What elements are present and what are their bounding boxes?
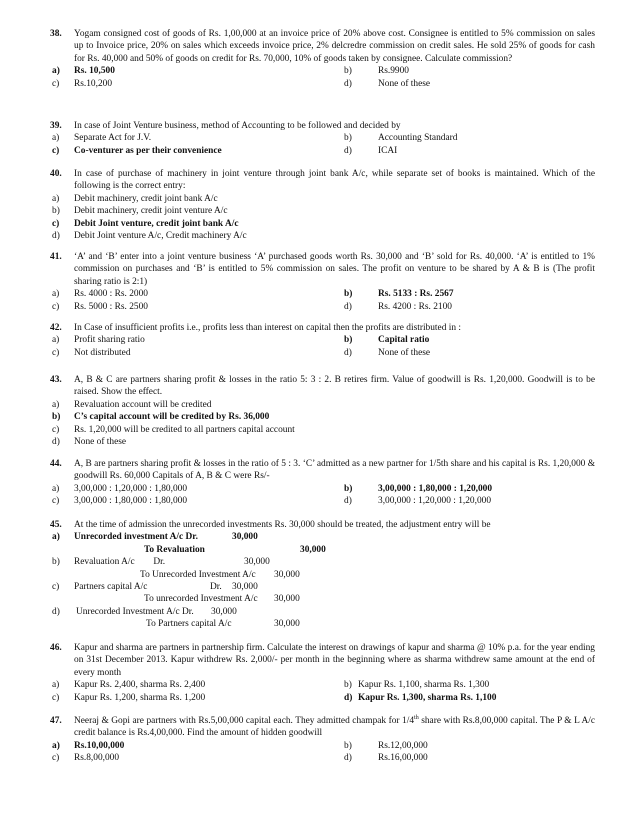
option-label: d) [344, 347, 352, 358]
question-text: In case of Joint Venture business, method of Accounting to be followed and decided by [74, 121, 401, 131]
option-text: None of these [74, 436, 127, 447]
option-label: d) [344, 753, 352, 764]
option-text: Rs. 5133 : Rs. 2567 [378, 289, 454, 300]
option-row [50, 740, 595, 752]
option-label: d) [344, 496, 352, 507]
option-text: Kapur Rs. 1,300, sharma Rs. 1,100 [358, 692, 497, 703]
option-text: Debit machinery, credit joint venture A/c [74, 206, 228, 217]
journal-entry-debit [50, 531, 595, 543]
option-text: Co-venturer as per their convenience [74, 145, 222, 156]
option-text: Debit Joint venture, credit joint bank A/c [74, 218, 239, 229]
option-text: Rs. 4000 : Rs. 2000 [74, 289, 148, 300]
option-row [50, 205, 595, 217]
question-45 [50, 519, 595, 631]
credit-amount: 30,000 [274, 569, 300, 580]
option-label: a) [52, 532, 60, 543]
debit-marker: Dr. [210, 581, 222, 592]
option-text: Debit machinery, credit joint bank A/c [74, 193, 218, 204]
question-42 [50, 322, 595, 359]
option-row [50, 411, 595, 423]
option-row [50, 218, 595, 230]
question-41 [50, 251, 595, 313]
option-row [50, 145, 595, 157]
option-text: Kapur Rs. 1,100, sharma Rs. 1,300 [358, 680, 490, 691]
option-text: Rs.10,200 [74, 78, 113, 89]
option-text: Rs.12,00,000 [378, 740, 428, 751]
question-46 [50, 642, 595, 704]
option-text: Rs.8,00,000 [74, 753, 120, 764]
question-text: share with Rs.8,00,000 capital. The P & L A/c credit balance is Rs.4,00,000. Find the amount of hidden goodwill [74, 716, 595, 739]
option-label: c) [52, 78, 60, 89]
option-row [50, 436, 595, 448]
option-label: a) [52, 740, 60, 751]
option-row [50, 193, 595, 205]
option-row [50, 424, 595, 436]
option-text: Rs.16,00,000 [378, 753, 428, 764]
question-text: In Case of insufficient profits i.e., profits less than interest on capital then the profits are distributed in : [74, 323, 461, 333]
option-text: Debit Joint venture A/c, Credit machinery A/c [74, 230, 247, 241]
option-text: Rs.10,00,000 [74, 740, 125, 751]
option-row [50, 692, 595, 704]
option-label: c) [52, 753, 60, 764]
question-number: 44. [50, 459, 62, 469]
option-text: 3,00,000 : 1,20,000 : 1,20,000 [378, 496, 492, 507]
question-44 [50, 458, 595, 508]
option-row [50, 230, 595, 242]
credit-entry: To unrecorded Investment A/c [144, 594, 258, 605]
option-text: Rs.9900 [378, 66, 409, 77]
question-number: 45. [50, 520, 62, 530]
option-text: Rs. 10,500 [74, 66, 115, 77]
option-text: Separate Act for J.V. [74, 133, 152, 144]
debit-entry: Revaluation A/c Dr. [74, 557, 166, 568]
option-row [50, 78, 595, 90]
option-row [50, 301, 595, 313]
option-label: d) [52, 230, 60, 241]
option-label: d) [344, 692, 353, 703]
debit-entry: Unrecorded investment A/c Dr. [74, 532, 198, 543]
journal-entry-debit [50, 581, 595, 593]
option-label: b) [344, 66, 352, 77]
option-label: c) [52, 424, 60, 435]
question-number: 42. [50, 323, 62, 333]
option-label: c) [52, 496, 60, 507]
option-row [50, 132, 595, 144]
journal-entry-debit [50, 606, 595, 618]
credit-amount: 30,000 [300, 544, 326, 555]
option-label: b) [344, 483, 353, 494]
option-row [50, 288, 595, 300]
option-label: c) [52, 347, 60, 358]
option-row [50, 483, 595, 495]
journal-entry-credit [50, 593, 595, 605]
option-label: b) [52, 557, 60, 568]
credit-amount: 30,000 [274, 619, 300, 630]
question-text: In case of purchase of machinery in joint venture through joint bank A/c, while separate set of books is maintained. Which of the following is the correct entry: [74, 169, 595, 192]
option-label: a) [52, 289, 60, 300]
option-text: Accounting Standard [378, 133, 458, 144]
debit-amount: 30,000 [244, 557, 270, 568]
question-text: ‘A’ and ‘B’ enter into a joint venture business ‘A’ purchased goods worth Rs. 30,000 and ‘B’ sold for Rs. 40,000. ‘A’ is entitled to 1% commission on purchases and ‘B’ is entitled to 5% commission on sales. The profit on venture to be shared by A & B is (The profit sharing ratio is 2:1) [74, 252, 595, 287]
option-text: Profit sharing ratio [74, 335, 145, 346]
option-label: c) [52, 218, 60, 229]
option-label: d) [52, 436, 60, 447]
question-number: 43. [50, 375, 62, 385]
credit-entry: To Partners capital A/c [146, 619, 232, 630]
debit-entry: Unrecorded Investment A/c Dr. [76, 606, 194, 617]
journal-entry-credit [50, 544, 595, 556]
option-label: d) [344, 78, 352, 89]
question-43 [50, 374, 595, 448]
option-text: None of these [378, 347, 431, 358]
option-label: a) [52, 133, 60, 144]
credit-entry: To Revaluation [144, 544, 205, 555]
option-row [50, 495, 595, 507]
question-text: A, B & C are partners sharing profit & losses in the ratio 5: 3 : 2. B retires firm. Value of goodwill is Rs. 1,20,000. Goodwill is to be raised. Show the effect. [74, 375, 595, 398]
option-label: a) [52, 335, 60, 346]
question-38 [50, 28, 595, 90]
journal-entry-debit [50, 556, 595, 568]
question-number: 46. [50, 643, 62, 653]
option-label: b) [52, 206, 60, 217]
option-text: ICAI [378, 145, 398, 156]
option-label: a) [52, 66, 60, 77]
question-39 [50, 120, 595, 157]
option-label: c) [52, 692, 60, 703]
option-text: Rs. 5000 : Rs. 2500 [74, 301, 148, 312]
option-label: a) [52, 193, 60, 204]
credit-entry: To Unrecorded Investment A/c [140, 569, 256, 580]
option-label: d) [344, 145, 352, 156]
option-text: Kapur Rs. 1,200, sharma Rs. 1,200 [74, 692, 206, 703]
question-number: 47. [50, 716, 62, 726]
option-label: a) [52, 483, 60, 494]
option-label: b) [344, 289, 353, 300]
question-text: At the time of admission the unrecorded investments Rs. 30,000 should be treated, the adjustment entry will be [74, 520, 491, 530]
option-text: Not distributed [74, 347, 131, 358]
option-label: b) [344, 740, 352, 751]
option-row [50, 347, 595, 359]
journal-entry-credit [50, 569, 595, 581]
option-label: a) [52, 399, 60, 410]
option-text: None of these [378, 78, 431, 89]
question-number: 41. [50, 252, 62, 262]
superscript: th [414, 714, 419, 721]
option-text: Capital ratio [378, 335, 430, 346]
option-text: Rs. 1,20,000 will be credited to all partners capital account [74, 424, 295, 435]
option-text: Revaluation account will be credited [74, 399, 212, 410]
question-number: 38. [50, 29, 62, 39]
option-text: 3,00,000 : 1,80,000 : 1,80,000 [74, 496, 188, 507]
option-label: c) [52, 301, 60, 312]
option-label: c) [52, 581, 60, 592]
option-text: Rs. 4200 : Rs. 2100 [378, 301, 452, 312]
debit-amount: 30,000 [211, 606, 237, 617]
question-text: Neeraj & Gopi are partners with Rs.5,00,000 capital each. They admitted champak for 1/4 [74, 716, 415, 726]
option-label: d) [52, 606, 60, 617]
journal-entry-credit [50, 618, 595, 630]
option-text: C’s capital account will be credited by Rs. 36,000 [74, 412, 270, 423]
option-row [50, 752, 595, 764]
option-label: a) [52, 680, 60, 691]
option-text: Kapur Rs. 2,400, sharma Rs. 2,400 [74, 680, 206, 691]
option-text: 3,00,000 : 1,80,000 : 1,20,000 [378, 483, 493, 494]
debit-amount: 30,000 [232, 532, 258, 543]
option-label: b) [344, 680, 352, 691]
debit-entry: Partners capital A/c [74, 581, 148, 592]
option-row [50, 65, 595, 77]
credit-amount: 30,000 [274, 594, 300, 605]
option-row [50, 679, 595, 691]
question-number: 40. [50, 169, 62, 179]
question-text: A, B are partners sharing profit & losses in the ratio of 5 : 3. ‘C’ admitted as a new partner for 1/5th share and his capital is Rs. 1,20,000 & goodwill Rs. 60,000 Capitals of A, B & C were Rs/- [74, 459, 595, 482]
option-row [50, 334, 595, 346]
question-40 [50, 168, 595, 242]
question-text: Kapur and sharma are partners in partnership firm. Calculate the interest on drawings of kapur and sharma @ 10% p.a. for the year ending on 31st December 2013. Kapur withdrew Rs. 2,000/- per month in the beginning where as sharma withdrew same amount at the end of every month [74, 643, 595, 678]
option-label: b) [344, 133, 352, 144]
debit-amount: 30,000 [232, 581, 258, 592]
option-label: d) [344, 301, 352, 312]
option-label: b) [344, 335, 353, 346]
question-text: Yogam consigned cost of goods of Rs. 1,00,000 at an invoice price of 20% above cost. Consignee is entitled to 5% commission on sales up to Invoice price, 20% on sales which exceeds invoice price, 2% delcredre commission on credit sales. He sold 25% of goods for cash for Rs. 40,000 and 50% of goods on credit for Rs. 70,000, 10% of goods taken by consignee. Calculate commission? [74, 29, 595, 64]
option-label: b) [52, 412, 61, 423]
question-number: 39. [50, 121, 62, 131]
option-label: c) [52, 145, 60, 156]
question-47 [50, 715, 595, 765]
option-row [50, 399, 595, 411]
option-text: 3,00,000 : 1,20,000 : 1,80,000 [74, 483, 188, 494]
